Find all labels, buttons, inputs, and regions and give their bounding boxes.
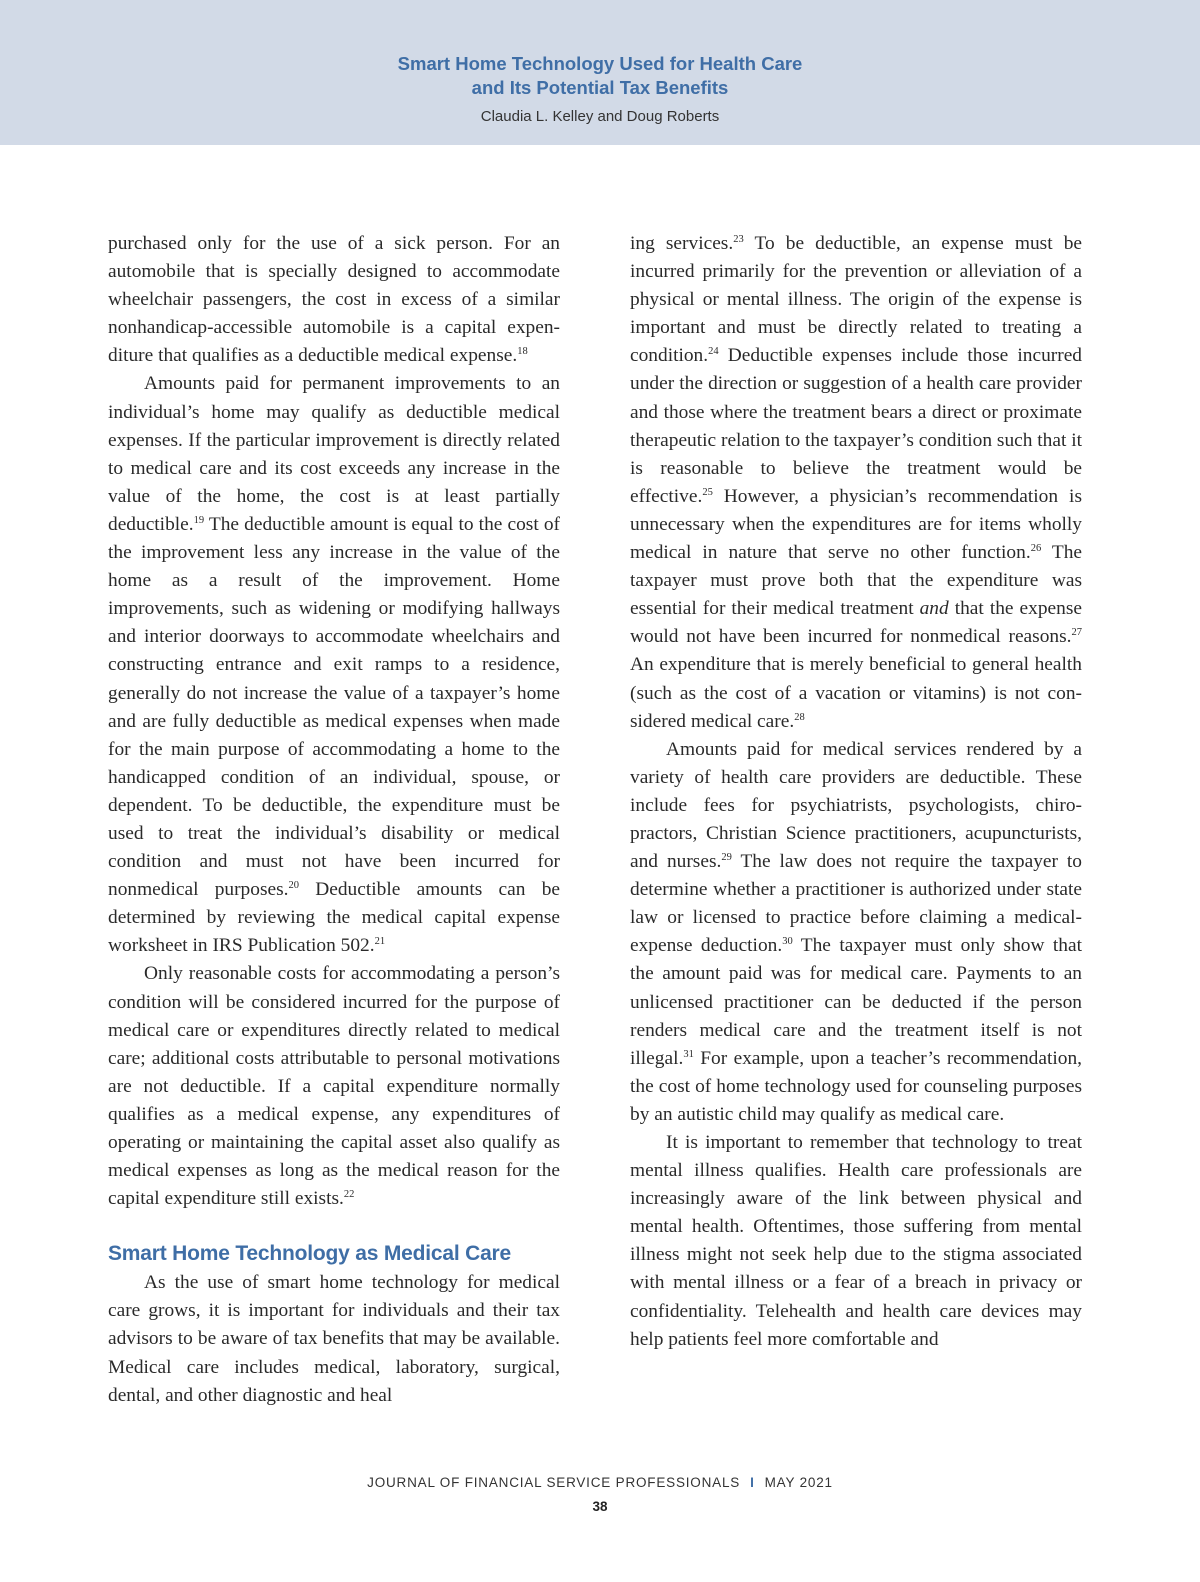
- footnote-ref: 21: [374, 936, 386, 948]
- section-heading: Smart Home Technology as Medical Care: [108, 1242, 512, 1266]
- footnote-ref: 26: [1030, 543, 1042, 555]
- footnote-ref: 25: [702, 486, 713, 498]
- paragraph: As the use of smart home technology for medical care grows, it is important for individuals and their tax advisors to be aware of tax benefits that may be available. Medical care includes medical, laboratory, surgical, dental, and other diagnostic and heal: [108, 1272, 560, 1406]
- running-header: [0, 0, 1200, 145]
- issue-date: MAY 2021: [764, 1475, 833, 1490]
- left-column: [108, 230, 560, 1410]
- article-authors: Claudia L. Kelley and Doug Roberts: [480, 108, 720, 125]
- paragraph: purchased only for the use of a sick person. For an automobile that is specially designed to accommodate wheelchair passengers, the cost in excess of a similar nonhandicap-accessible automobile is a capital expenditure that qualifies as a deductible medical expense.$^{18}$: [108, 233, 560, 367]
- page-footer: [0, 1473, 1200, 1517]
- footnote-ref: 18: [517, 346, 528, 358]
- footnote-ref: 29: [721, 852, 732, 864]
- emphasis: and: [919, 598, 949, 620]
- footer-separator: I: [750, 1475, 755, 1490]
- article-title-line-2: and Its Potential Tax Benefits: [471, 77, 729, 98]
- right-column: [630, 230, 1082, 1354]
- footnote-ref: 27: [1071, 627, 1082, 639]
- footnote-ref: 30: [782, 936, 793, 948]
- paragraph: It is important to remember that technology to treat mental illness qualifies. Health care professionals are increasingly aware of the link between physical and mental health. Oftentimes, those suffering from mental illness might not seek help due to the stigma associated with mental illness or a fear of a breach in privacy or confidentiality. Telehealth and health care devices may help patients feel more comfortable and: [630, 1132, 1082, 1350]
- footnote-ref: 20: [288, 880, 299, 892]
- paragraph: Amounts paid for medical services rendered by a variety of health care providers are deductible. These include fees for psychiatrists, psychologists, chiropractors, Christian Science practitioners, acupuncturists, and nurses.$^{29}$ The law does not require the taxpayer to determine whether a practitioner is authorized under state law or licensed to practice before claiming a medical-expense deduction.$^{30}$ The taxpayer must only show that the amount paid was for medical care. Payments to an unlicensed practitioner can be deducted if the person renders medical care and the treatment itself is not illegal.$^{31}$ For example, upon a teacher’s recommendation, the cost of home technology used for counseling purposes by an autistic child may qualify as medical care.: [630, 738, 1082, 1125]
- page-number: 38: [592, 1499, 608, 1514]
- footnote-ref: 31: [683, 1048, 694, 1060]
- journal-name: JOURNAL OF FINANCIAL SERVICE PROFESSIONALS: [367, 1475, 741, 1490]
- footnote-ref: 19: [193, 514, 205, 526]
- footnote-ref: 22: [343, 1189, 355, 1201]
- footnote-ref: 24: [708, 346, 719, 358]
- footnote-ref: 28: [794, 711, 805, 723]
- paragraph: Amounts paid for permanent improvements to an individual’s home may qualify as deductible medical expenses. If the particular improvement is directly related to medical care and its cost exceeds any increase in the value of the home, the cost is at least partially deductible.$^{19}$ The deductible amount is equal to the cost of the improvement less any increase in the value of the home as a result of the improvement. Home improvements, such as widening or modifying hallways and interior doorways to accommodate wheelchairs and constructing entrance and exit ramps to a residence, generally do not increase the value of a taxpayer’s home and are fully deductible as medical expenses when made for the main purpose of accommodating a home to the handicapped condition of an individual, spouse, or dependent. To be deductible, the expenditure must be used to treat the individual’s disability or medical condition and must not have been incurred for nonmedical purposes.$^{20}$ Deductible amounts can be determined by reviewing the medical capital expense worksheet in IRS Publication 502.21: [108, 373, 560, 957]
- journal-line: [0, 1473, 1200, 1493]
- paragraph: ing services.$^{23}$ To be deductible, an expense must be incurred primarily for the prevention or alleviation of a physical or mental illness. The origin of the expense is important and must be directly related to treating a condition.$^{24}$ Deductible expenses include those incurred under the direction or suggestion of a health care provider and those where the treatment bears a direct or proximate therapeutic relation to the taxpayer’s condition such that it is reasonable to believe the treatment would be effective.$^{25}$ However, a physician’s recommendation is unnecessary when the expenditures are for items wholly medical in nature that serve no other function.$^{26}$ The taxpayer must prove both that the expenditure was essential for their medical treatment and that the expense would not have been incurred for nonmedical reasons.$^{27}$ An expenditure that is merely beneficial to general health (such as the cost of a vacation or vitamins) is not considered medical care.$^{28}$: [630, 233, 1082, 732]
- paragraph: Only reasonable costs for accommodating a person’s condition will be considered incurred for the purpose of medical care or expenditures directly related to medical care; additional costs attributable to personal motivations are not deductible. If a capital expenditure normally qualifies as a medical expense, any expenditures of operating or maintaining the capital asset also qualify as medical expenses as long as the medical reason for the capital expenditure still exists.$^{22}$: [108, 963, 560, 1210]
- article-title-line-1: Smart Home Technology Used for Health Care: [397, 53, 803, 74]
- footnote-ref: 23: [733, 234, 744, 245]
